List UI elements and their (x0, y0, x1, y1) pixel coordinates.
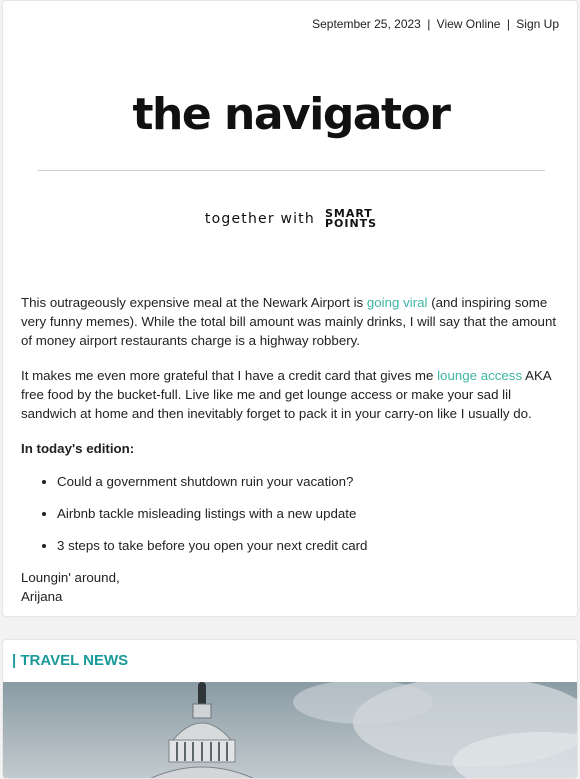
lounge-access-link[interactable]: lounge access (437, 368, 523, 383)
intro-body (21, 293, 561, 606)
issue-date: September 25, 2023 (312, 17, 421, 31)
list-item: • Could a government shutdown ruin your vacation? (57, 472, 561, 491)
logo-line-2: POINTS (324, 217, 378, 230)
separator: | (427, 17, 431, 31)
edition-list (21, 472, 561, 555)
author-name: Arijana (21, 589, 63, 604)
text: AKA free food by the bucket-full. Live like me and get lounge access or make your sad lil sandwich at home and then inevitably forget to pack it in your carry-on like I usually do. (21, 368, 551, 421)
signoff-line: Loungin' around, (21, 570, 120, 585)
intro-paragraph-2 (21, 366, 561, 423)
going-viral-link[interactable]: going viral (366, 295, 428, 310)
view-online-link[interactable]: View Online (436, 17, 501, 31)
text: It makes me even more grateful that I have a credit card that gives me (21, 368, 438, 383)
top-bar (312, 17, 559, 31)
edition-heading: In today's edition: (21, 441, 135, 456)
separator: | (506, 17, 510, 31)
capitol-dome-illustration (3, 682, 578, 779)
intro-paragraph-1 (21, 293, 561, 350)
list-item: • Airbnb tackle misleading listings with a new update (57, 504, 561, 523)
list-item: • 3 steps to take before you open your next credit card (57, 536, 561, 555)
sponsor-prefix: together with (204, 211, 315, 227)
divider (38, 170, 545, 171)
smart-points-logo (325, 209, 377, 229)
newsletter-main-card (2, 0, 578, 617)
capitol-building-image[interactable] (3, 682, 578, 779)
sponsor-banner[interactable] (3, 209, 579, 229)
brand-logo[interactable]: the navigator (132, 89, 450, 140)
text: (and inspiring some very funny memes). While the total bill amount was mainly drinks, I will say that the amount of money airport restaurants charge is a highway robbery. (21, 295, 557, 348)
section-title: | TRAVEL NEWS (12, 652, 129, 669)
travel-news-card (2, 639, 578, 779)
text: This outrageously expensive meal at the Newark Airport is (21, 295, 367, 310)
signoff (21, 568, 561, 606)
sign-up-link[interactable]: Sign Up (516, 17, 559, 31)
logo-line-1: SMART (324, 207, 373, 220)
